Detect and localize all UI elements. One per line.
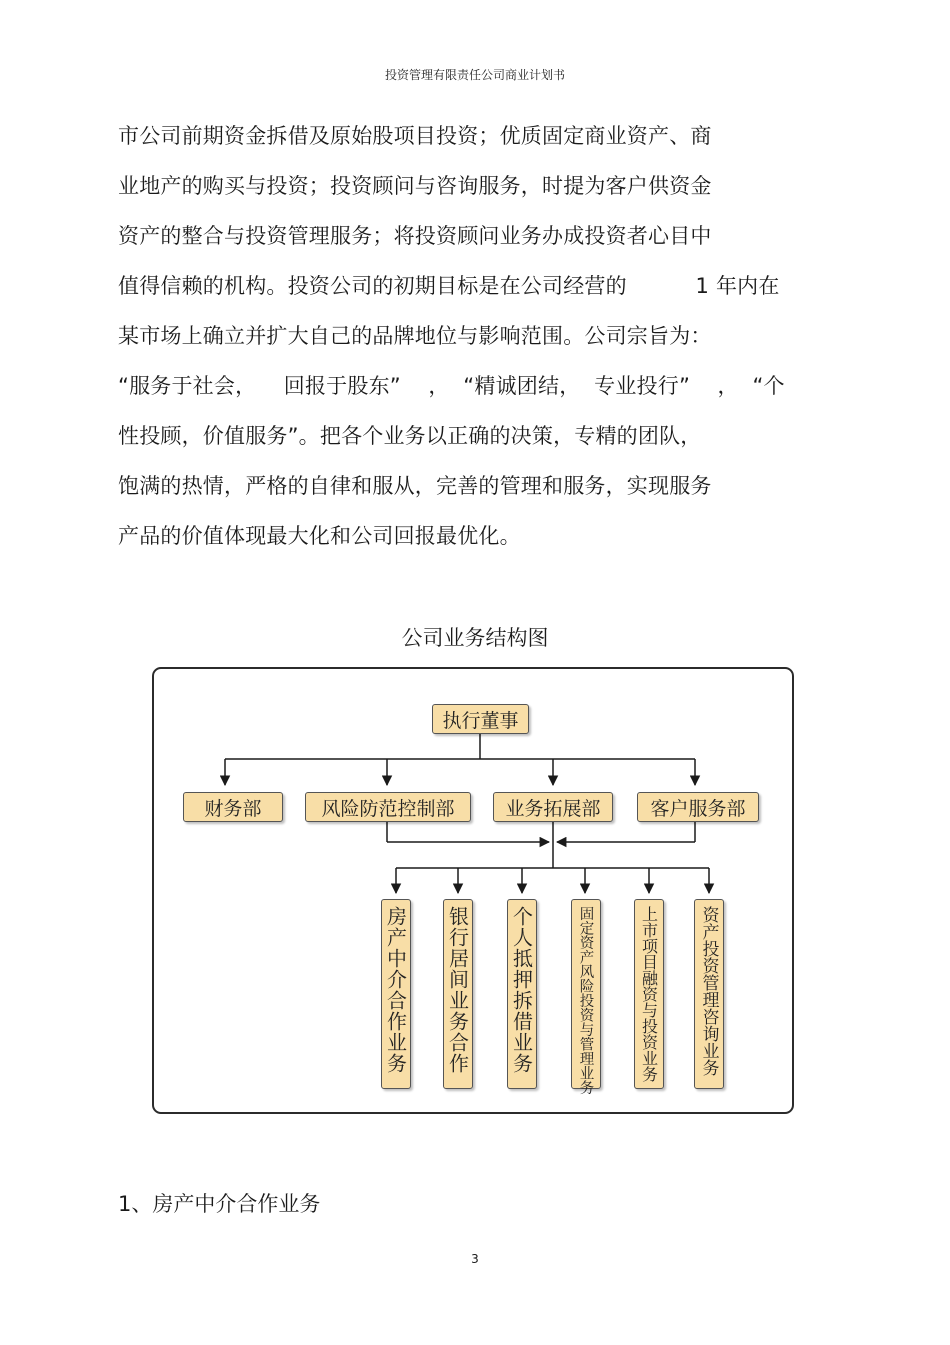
- department-node-risk-control: 风险防范控制部: [305, 792, 471, 822]
- diagram-caption: 公司业务结构图: [401, 626, 549, 650]
- page-header: 投资管理有限责任公司商业计划书: [384, 68, 565, 82]
- body-line: “服务于社会， 回报于股东” ， “精诚团结， 专业投行” ， “个: [118, 374, 785, 398]
- business-label: 上市项目融资与投资业务: [639, 906, 659, 1082]
- business-label: 固定资产风险投资与管理业务: [577, 906, 594, 1095]
- body-line: 某市场上确立并扩大自己的品牌地位与影响范围。公司宗旨为：: [118, 324, 712, 348]
- page-number: 3: [471, 1252, 479, 1266]
- section-heading: 1、房产中介合作业务: [118, 1192, 321, 1216]
- business-node-bank-intermediary: [443, 899, 473, 1089]
- business-node-fixed-asset-investment: [571, 899, 601, 1095]
- body-line: 资产的整合与投资管理服务；将投资顾问业务办成投资者心目中: [118, 224, 712, 248]
- business-label: 银行居间业务合作: [445, 906, 470, 1074]
- business-node-real-estate-agency: [381, 899, 411, 1089]
- body-line: 值得信赖的机构。投资公司的初期目标是在公司经营的 1 年内在: [118, 274, 780, 298]
- body-line: 性投顾，价值服务”。把各个业务以正确的决策，专精的团队，: [118, 424, 702, 448]
- department-node-business-development: 业务拓展部: [493, 792, 613, 822]
- department-node-finance: 财务部: [183, 792, 283, 822]
- business-label: 个人抵押拆借业务: [509, 906, 534, 1074]
- business-node-personal-mortgage: [507, 899, 537, 1089]
- business-label: 资产投资管理咨询业务: [698, 906, 719, 1076]
- root-node-executive-director: 执行董事: [432, 704, 529, 734]
- body-line: 市公司前期资金拆借及原始股项目投资；优质固定商业资产、商: [118, 124, 712, 148]
- body-line: 饱满的热情，严格的自律和服从，完善的管理和服务，实现服务: [118, 474, 712, 498]
- body-line: 产品的价值体现最大化和公司回报最优化。: [118, 524, 521, 548]
- business-node-asset-management-consulting: [694, 899, 724, 1089]
- department-node-client-service: 客户服务部: [637, 792, 759, 822]
- business-label: 房产中介合作业务: [383, 906, 408, 1074]
- business-node-listed-project-financing: [634, 899, 664, 1089]
- body-line: 业地产的购买与投资；投资顾问与咨询服务，时提为客户供资金: [118, 174, 712, 198]
